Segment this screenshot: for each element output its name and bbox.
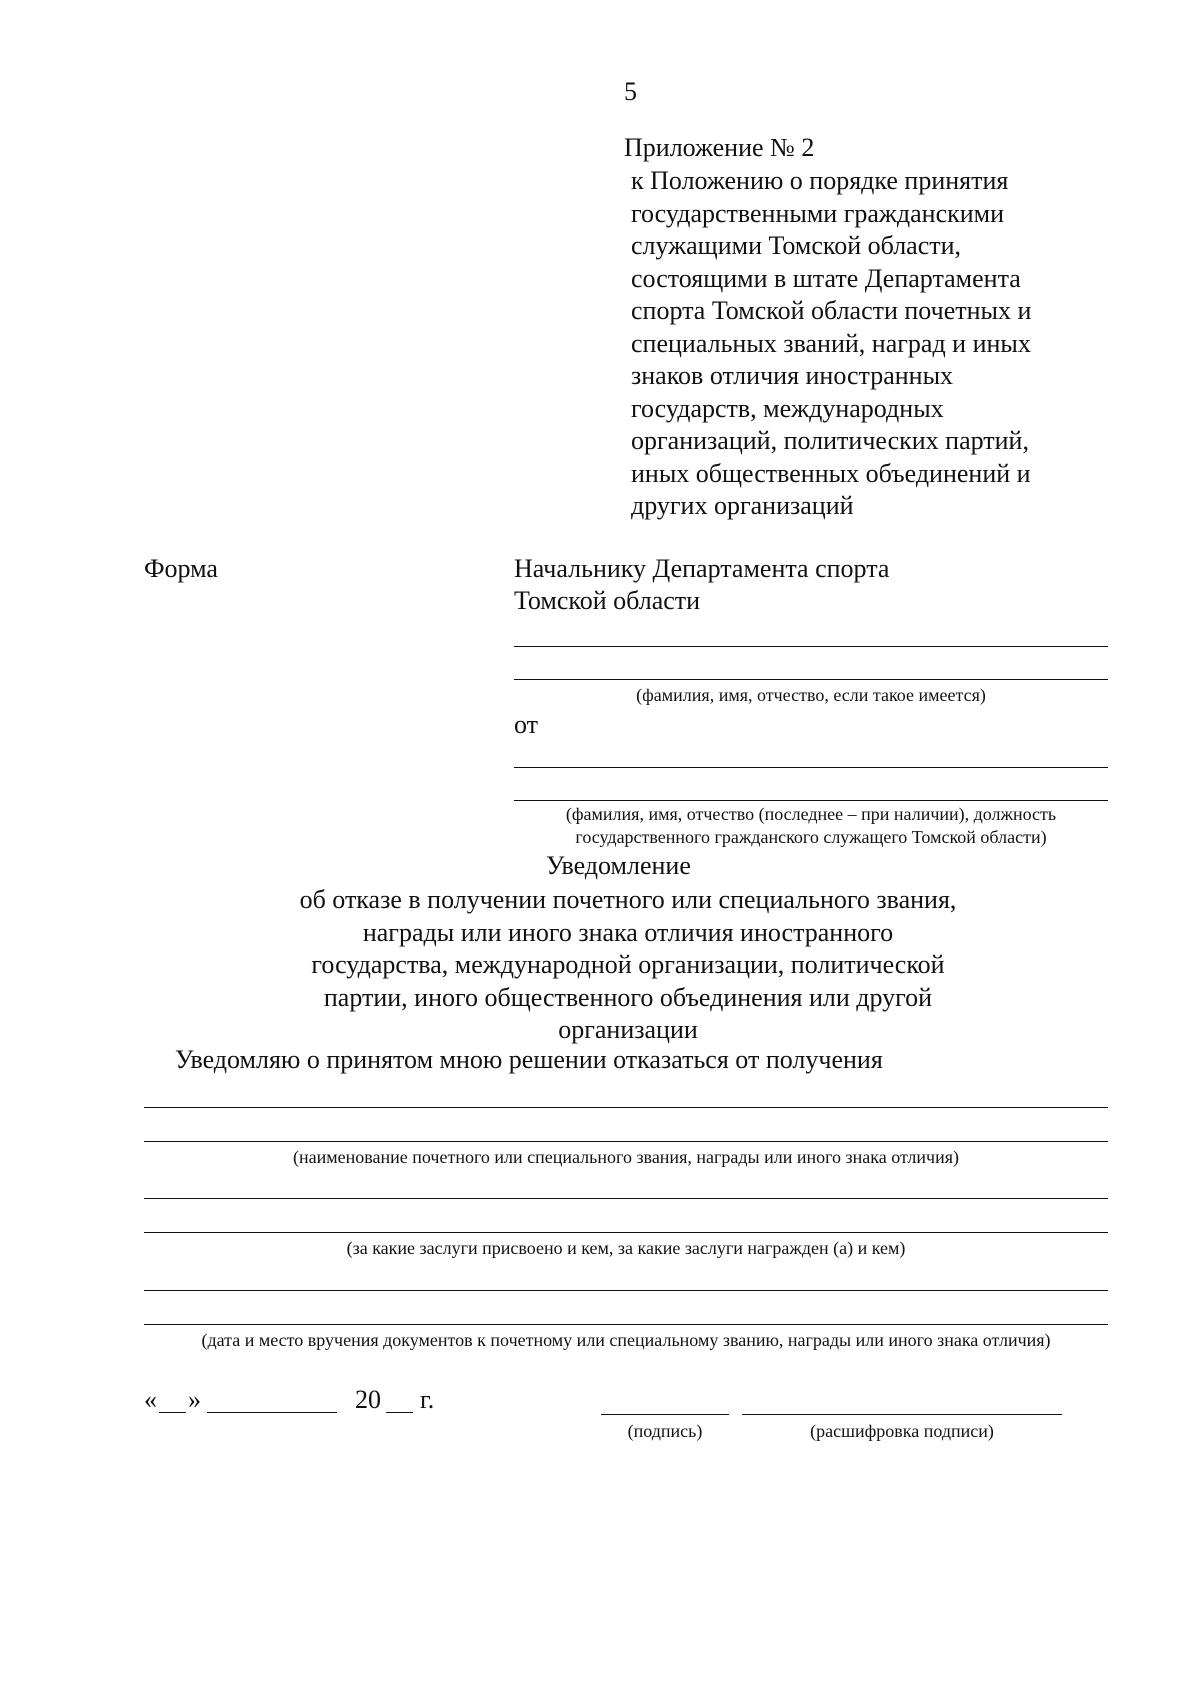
notice-subtitle-line: государства, международной организации, политической [311, 950, 945, 979]
merits-field-line-2[interactable] [144, 1232, 1108, 1233]
appendix-line: служащими Томской области, [631, 231, 962, 260]
appendix-line: организаций, политических партий, [631, 426, 1029, 455]
date-year-suffix: г. [420, 1385, 435, 1414]
award-name-caption: (наименование почетного или специального звания, награды или иного знака отличия) [293, 1147, 959, 1167]
date-year-prefix: 20 [355, 1385, 381, 1414]
signature-field[interactable] [601, 1414, 729, 1415]
appendix-line: других организаций [631, 491, 854, 520]
award-field-line-2[interactable] [144, 1141, 1108, 1142]
appendix-line: состоящими в штате Департамента [631, 263, 1021, 293]
date-month-field[interactable] [207, 1412, 337, 1413]
date-place-field-line-1[interactable] [144, 1290, 1108, 1291]
appendix-line: спорта Томской области почетных и [631, 296, 1032, 325]
addressee-field-line-1[interactable] [514, 646, 1108, 647]
appendix-line: государственными гражданскими [631, 198, 1005, 228]
notice-subtitle-line: организации [558, 1015, 698, 1044]
notice-subtitle [200, 884, 1056, 1047]
signature-caption: (подпись) [627, 1421, 703, 1441]
sender-field-line-1[interactable] [514, 767, 1108, 768]
merits-field-line-1[interactable] [144, 1198, 1108, 1199]
sender-caption-line-2: государственного гражданского служащего Томской области) [575, 827, 1047, 847]
signature-decoding-field[interactable] [742, 1414, 1062, 1415]
addressee-caption: (фамилия, имя, отчество, если такое имеется) [636, 685, 986, 705]
award-field-line-1[interactable] [144, 1107, 1108, 1108]
notice-body: Уведомляю о принятом мною решении отказаться от получения [175, 1045, 883, 1074]
notice-subtitle-line: об отказе в получении почетного или специального звания, [299, 885, 957, 914]
appendix-text [631, 165, 1031, 523]
appendix-line: государств, международных [631, 393, 944, 423]
notice-subtitle-line: партии, иного общественного объединения или другой [323, 982, 933, 1012]
addressee-field-line-2[interactable] [514, 679, 1108, 680]
appendix-title: Приложение № 2 [624, 133, 815, 162]
date-day-field[interactable] [159, 1412, 186, 1413]
merits-caption: (за какие заслуги присвоено и кем, за какие заслуги награжден (а) и кем) [346, 1238, 906, 1258]
signature-decoding-caption: (расшифровка подписи) [810, 1421, 994, 1441]
sender-from-label: от [514, 710, 539, 739]
date-year-field[interactable] [386, 1412, 413, 1413]
date-quote-close: » [188, 1385, 201, 1414]
appendix-line: иных общественных объединений и [631, 458, 1031, 488]
date-quote-open: « [144, 1385, 157, 1414]
appendix-line: знаков отличия иностранных [631, 361, 954, 390]
date-place-field-line-2[interactable] [144, 1324, 1108, 1325]
sender-caption-line-1: (фамилия, имя, отчество (последнее – при наличии), должность [565, 804, 1057, 824]
addressee-line-1: Начальнику Департамента спорта [514, 554, 890, 583]
notice-title: Уведомление [546, 851, 691, 880]
addressee-line-2: Томской области [514, 586, 701, 615]
appendix-line: специальных званий, наград и иных [631, 328, 1031, 358]
date-place-caption: (дата и место вручения документов к почетному или специальному званию, награды или иного знака отличия) [201, 1330, 1051, 1350]
form-label: Форма [144, 554, 218, 583]
appendix-line: к Положению о порядке принятия [631, 166, 1009, 195]
sender-field-line-2[interactable] [514, 800, 1108, 801]
notice-subtitle-line: награды или иного знака отличия иностранного [362, 917, 894, 947]
page-number: 5 [624, 77, 637, 106]
